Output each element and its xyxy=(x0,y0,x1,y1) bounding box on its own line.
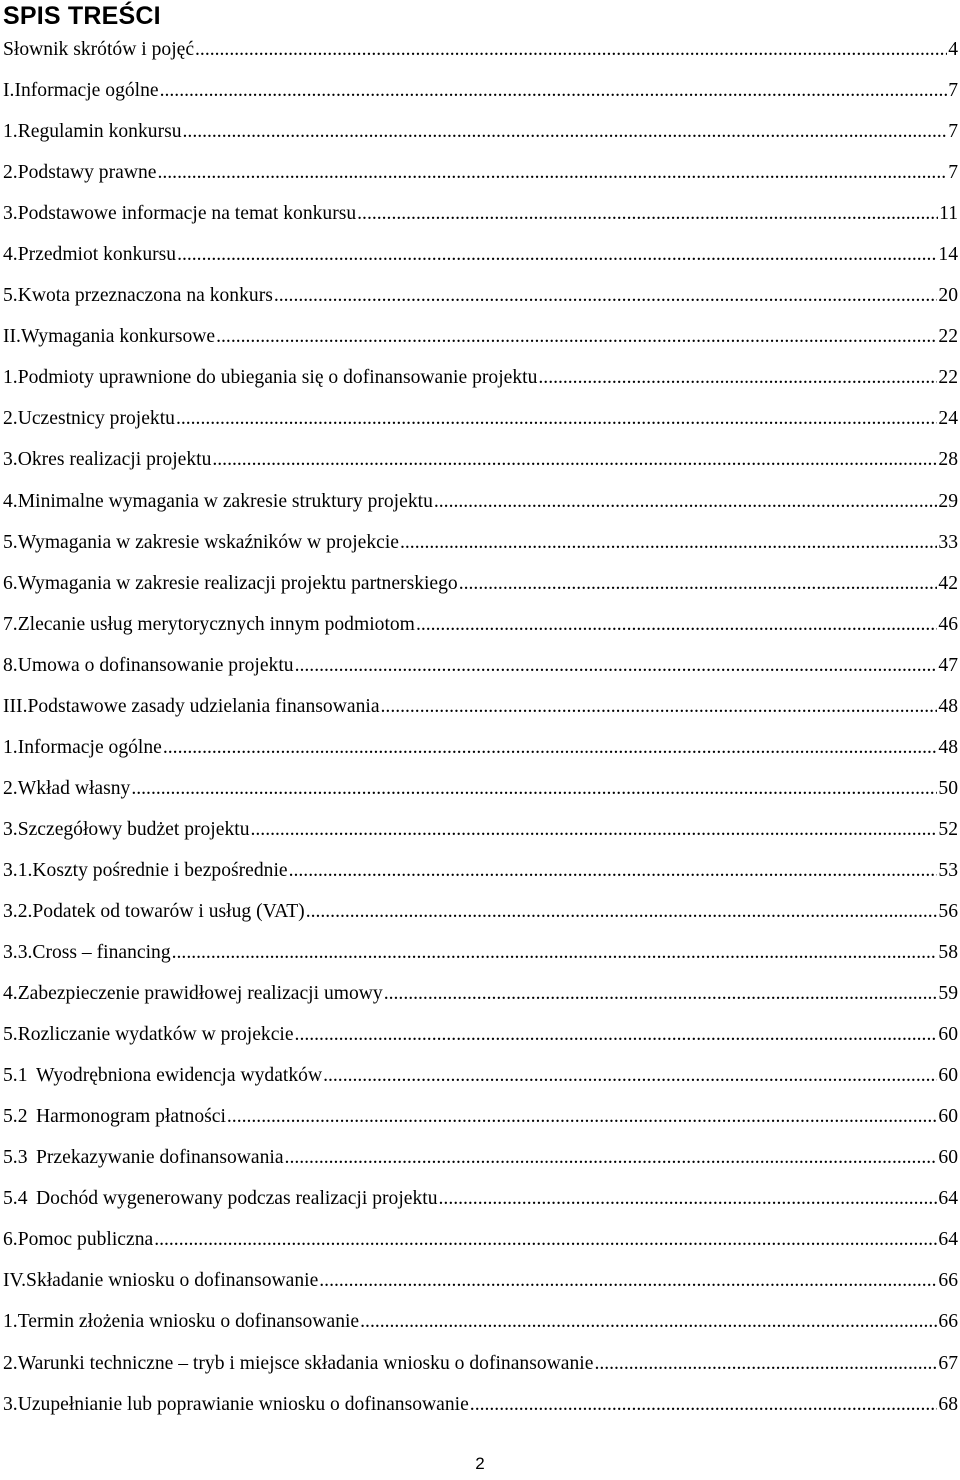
toc-entry[interactable] xyxy=(0,818,960,859)
toc-entry-label xyxy=(3,572,458,596)
toc-entry[interactable] xyxy=(0,120,960,161)
toc-entry-text: Przedmiot konkursu xyxy=(17,244,177,266)
dot-leader xyxy=(177,243,937,267)
toc-entry-page: 64 xyxy=(938,1188,958,1210)
toc-entry[interactable] xyxy=(0,1310,960,1351)
toc-entry-text: Szczegółowy budżet projektu xyxy=(17,818,250,840)
table-of-contents xyxy=(0,38,960,1434)
toc-entry-page: 4 xyxy=(948,39,958,60)
dot-leader xyxy=(360,1310,937,1334)
toc-entry-label xyxy=(3,243,176,267)
toc-entry-page: 60 xyxy=(938,1147,958,1169)
toc-entry-page: 29 xyxy=(938,490,958,512)
toc-entry-number: 2. xyxy=(3,1352,18,1374)
toc-entry[interactable] xyxy=(0,1393,960,1434)
dot-leader xyxy=(323,1064,937,1088)
toc-entry-number: 3.3. xyxy=(3,942,33,964)
toc-entry-label xyxy=(3,1310,359,1334)
toc-entry-number: 3. xyxy=(3,818,18,840)
dot-leader xyxy=(319,1269,937,1293)
toc-entry[interactable] xyxy=(0,777,960,818)
toc-entry-page: 47 xyxy=(938,654,958,676)
toc-entry-number: 7. xyxy=(3,613,18,635)
toc-entry-page: 64 xyxy=(938,1229,958,1251)
dot-leader xyxy=(154,1228,937,1252)
toc-entry-page: 42 xyxy=(938,572,958,594)
dot-leader xyxy=(160,79,948,103)
toc-entry-number: 3.1. xyxy=(3,859,33,881)
toc-entry[interactable] xyxy=(0,1352,960,1393)
toc-entry-page: 24 xyxy=(938,408,958,430)
toc-entry-text: Zlecanie usług merytorycznych innym podmiotom xyxy=(17,613,415,635)
toc-entry[interactable] xyxy=(0,490,960,531)
toc-entry-page: 58 xyxy=(938,942,958,964)
toc-entry-number: 4. xyxy=(3,490,18,512)
toc-entry-text: Informacje ogólne xyxy=(17,736,162,758)
dot-leader xyxy=(295,1023,938,1047)
toc-entry[interactable] xyxy=(0,654,960,695)
toc-entry-number: 4. xyxy=(3,983,18,1005)
toc-entry-number: 2. xyxy=(3,162,18,184)
toc-entry-label xyxy=(3,161,156,185)
toc-entry-label xyxy=(3,1269,318,1293)
toc-entry-number: 6. xyxy=(3,1229,18,1251)
toc-entry-number: 6. xyxy=(3,572,18,594)
dot-leader xyxy=(439,1187,938,1211)
toc-entry-label xyxy=(3,982,383,1006)
toc-entry-number: II. xyxy=(3,326,21,348)
toc-entry-page: 33 xyxy=(938,531,958,553)
toc-entry[interactable] xyxy=(0,695,960,736)
toc-entry-label xyxy=(3,777,130,801)
toc-entry-text: Dochód wygenerowany podczas realizacji projektu xyxy=(36,1188,438,1210)
toc-entry[interactable] xyxy=(0,284,960,325)
toc-entry-text: Podstawy prawne xyxy=(17,162,157,184)
toc-entry-page: 20 xyxy=(938,285,958,307)
dot-leader xyxy=(172,941,938,965)
toc-entry-page: 60 xyxy=(938,1106,958,1128)
toc-entry-text: Wymagania konkursowe xyxy=(20,326,216,348)
dot-leader xyxy=(400,531,937,555)
toc-entry[interactable] xyxy=(0,572,960,613)
toc-entry-label xyxy=(3,407,175,431)
toc-entry-page: 48 xyxy=(938,736,958,758)
toc-entry-text: Wymagania w zakresie wskaźników w projekcie xyxy=(17,531,399,553)
dot-leader xyxy=(212,448,937,472)
toc-entry-label xyxy=(3,366,537,390)
toc-entry-text: Podstawowe informacje na temat konkursu xyxy=(17,203,357,225)
dot-leader xyxy=(289,859,938,883)
toc-entry[interactable] xyxy=(0,613,960,654)
toc-entry-page: 46 xyxy=(938,613,958,635)
toc-entry[interactable] xyxy=(0,202,960,243)
toc-entry-text: Uzupełnianie lub poprawianie wniosku o dofinansowanie xyxy=(17,1393,469,1415)
toc-entry[interactable] xyxy=(0,325,960,366)
toc-entry[interactable] xyxy=(0,79,960,120)
toc-entry-label xyxy=(3,900,305,924)
toc-entry-page: 60 xyxy=(938,1065,958,1087)
dot-leader xyxy=(295,654,938,678)
toc-entry-page: 52 xyxy=(938,818,958,840)
toc-entry-page: 7 xyxy=(948,80,958,102)
toc-entry-label xyxy=(3,531,399,555)
toc-entry[interactable] xyxy=(0,38,960,79)
toc-entry-number: 5. xyxy=(3,531,18,553)
toc-entry-page: 53 xyxy=(938,859,958,881)
dot-leader xyxy=(183,120,948,144)
dot-leader xyxy=(176,407,937,431)
toc-entry[interactable] xyxy=(0,1146,960,1187)
toc-entry[interactable] xyxy=(0,941,960,982)
toc-entry-label xyxy=(3,1393,469,1417)
toc-entry-text: Kwota przeznaczona na konkurs xyxy=(17,285,273,307)
toc-entry-label xyxy=(3,1352,593,1376)
toc-entry-page: 48 xyxy=(938,695,958,717)
toc-entry-label xyxy=(3,736,162,760)
toc-entry-number: 4. xyxy=(3,244,18,266)
toc-entry-page: 50 xyxy=(938,777,958,799)
toc-entry-label xyxy=(3,202,356,226)
toc-entry-page: 56 xyxy=(938,900,958,922)
toc-entry-text: Informacje ogólne xyxy=(14,80,159,102)
toc-entry-page: 68 xyxy=(938,1393,958,1415)
toc-entry[interactable] xyxy=(0,982,960,1023)
toc-entry-page: 67 xyxy=(938,1352,958,1374)
page-number: 2 xyxy=(475,1454,485,1473)
toc-entry-page: 66 xyxy=(938,1311,958,1333)
dot-leader xyxy=(357,202,938,226)
toc-entry[interactable] xyxy=(0,531,960,572)
toc-entry-page: 11 xyxy=(939,203,958,225)
dot-leader xyxy=(416,613,937,637)
toc-entry-number: 3.2. xyxy=(3,900,33,922)
toc-entry-label xyxy=(3,1146,284,1170)
toc-entry-text: Termin złożenia wniosku o dofinansowanie xyxy=(17,1311,360,1333)
toc-entry-text: Cross – financing xyxy=(32,942,171,964)
toc-entry-number: I. xyxy=(3,80,15,102)
toc-entry-text: Uczestnicy projektu xyxy=(17,408,175,430)
toc-entry-number: 5.4 xyxy=(3,1188,28,1210)
toc-entry-page: 14 xyxy=(938,244,958,266)
toc-entry-number: IV. xyxy=(3,1270,27,1292)
toc-entry-text: Rozliczanie wydatków w projekcie xyxy=(17,1024,294,1046)
toc-entry-number: 2. xyxy=(3,777,18,799)
toc-entry-number: III. xyxy=(3,695,28,717)
toc-entry-page: 7 xyxy=(948,121,958,143)
toc-entry-page: 60 xyxy=(938,1024,958,1046)
dot-leader xyxy=(251,818,938,842)
toc-entry-page: 22 xyxy=(938,367,958,389)
toc-entry-text: Minimalne wymagania w zakresie struktury projektu xyxy=(17,490,433,512)
dot-leader xyxy=(306,900,938,924)
toc-entry-label xyxy=(3,654,294,678)
dot-leader xyxy=(195,38,947,62)
toc-entry-label xyxy=(3,1187,438,1211)
toc-entry-label xyxy=(3,490,433,514)
dot-leader xyxy=(131,777,937,801)
toc-entry[interactable] xyxy=(0,1187,960,1228)
toc-entry-text: Wymagania w zakresie realizacji projektu partnerskiego xyxy=(17,572,458,594)
dot-leader xyxy=(538,366,937,390)
toc-entry[interactable] xyxy=(0,1064,960,1105)
dot-leader xyxy=(470,1393,938,1417)
toc-entry-text: Umowa o dofinansowanie projektu xyxy=(17,654,294,676)
toc-entry[interactable] xyxy=(0,161,960,202)
toc-entry-page: 28 xyxy=(938,449,958,471)
toc-entry[interactable] xyxy=(0,900,960,941)
toc-entry-text: Słownik skrótów i pojęć xyxy=(3,39,195,60)
toc-entry-text: Pomoc publiczna xyxy=(17,1229,154,1251)
dot-leader xyxy=(216,325,937,349)
toc-entry-label xyxy=(3,818,250,842)
toc-entry[interactable] xyxy=(0,1269,960,1310)
toc-entry-text: Okres realizacji projektu xyxy=(17,449,212,471)
toc-entry-number: 1. xyxy=(3,121,18,143)
dot-leader xyxy=(434,490,938,514)
toc-entry-page: 66 xyxy=(938,1270,958,1292)
toc-entry-text: Podatek od towarów i usług (VAT) xyxy=(32,900,305,922)
toc-entry[interactable] xyxy=(0,859,960,900)
dot-leader xyxy=(157,161,947,185)
toc-entry-number: 1. xyxy=(3,736,18,758)
toc-entry-label xyxy=(3,1023,294,1047)
toc-entry[interactable] xyxy=(0,407,960,448)
toc-entry[interactable] xyxy=(0,1228,960,1269)
toc-entry-number: 3. xyxy=(3,203,18,225)
toc-entry-number: 5.2 xyxy=(3,1106,28,1128)
dot-leader xyxy=(285,1146,938,1170)
toc-entry-label xyxy=(3,448,211,472)
toc-entry-number: 3. xyxy=(3,449,18,471)
toc-entry-text: Koszty pośrednie i bezpośrednie xyxy=(32,859,288,881)
toc-entry-label xyxy=(3,1105,226,1129)
toc-entry-number: 5. xyxy=(3,1024,18,1046)
toc-entry-label xyxy=(3,284,273,308)
dot-leader xyxy=(384,982,938,1006)
toc-entry-number: 2. xyxy=(3,408,18,430)
dot-leader xyxy=(163,736,938,760)
toc-entry-text: Wkład własny xyxy=(17,777,131,799)
toc-entry-number: 1. xyxy=(3,1311,18,1333)
toc-entry[interactable] xyxy=(0,366,960,407)
toc-entry-number: 1. xyxy=(3,367,18,389)
toc-entry-number: 5.1 xyxy=(3,1065,28,1087)
toc-entry-text: Podmioty uprawnione do ubiegania się o dofinansowanie projektu xyxy=(17,367,538,389)
toc-entry[interactable] xyxy=(0,1105,960,1146)
toc-entry[interactable] xyxy=(0,448,960,489)
toc-entry-text: Składanie wniosku o dofinansowanie xyxy=(26,1270,319,1292)
toc-entry-label xyxy=(3,859,288,883)
dot-leader xyxy=(274,284,938,308)
toc-entry[interactable] xyxy=(0,736,960,777)
toc-entry-page: 7 xyxy=(948,162,958,184)
toc-entry-number: 8. xyxy=(3,654,18,676)
toc-entry-number: 3. xyxy=(3,1393,18,1415)
dot-leader xyxy=(227,1105,938,1129)
toc-entry-label xyxy=(3,1228,153,1252)
toc-entry-label xyxy=(3,695,380,719)
toc-entry-label xyxy=(3,1064,322,1088)
toc-entry[interactable] xyxy=(0,243,960,284)
toc-entry-label xyxy=(3,941,171,965)
toc-entry-number: 5. xyxy=(3,285,18,307)
dot-leader xyxy=(594,1352,937,1376)
toc-entry-text: Harmonogram płatności xyxy=(36,1106,226,1128)
toc-entry-number: 5.3 xyxy=(3,1147,28,1169)
toc-entry-text: Podstawowe zasady udzielania finansowania xyxy=(27,695,380,717)
toc-entry-text: Zabezpieczenie prawidłowej realizacji umowy xyxy=(17,983,383,1005)
dot-leader xyxy=(459,572,938,596)
toc-entry-label xyxy=(3,38,194,62)
toc-entry-text: Wyodrębniona ewidencja wydatków xyxy=(36,1065,323,1087)
toc-entry-text: Regulamin konkursu xyxy=(17,121,182,143)
toc-entry-label xyxy=(3,79,159,103)
toc-entry-label xyxy=(3,120,182,144)
toc-entry-text: Warunki techniczne – tryb i miejsce składania wniosku o dofinansowanie xyxy=(17,1352,594,1374)
dot-leader xyxy=(381,695,938,719)
toc-entry-text: Przekazywanie dofinansowania xyxy=(36,1147,284,1169)
toc-entry-label xyxy=(3,613,415,637)
toc-entry-page: 22 xyxy=(938,326,958,348)
page-title: SPIS TREŚCI xyxy=(3,2,161,30)
toc-entry-page: 59 xyxy=(938,983,958,1005)
toc-entry[interactable] xyxy=(0,1023,960,1064)
toc-entry-label xyxy=(3,325,215,349)
